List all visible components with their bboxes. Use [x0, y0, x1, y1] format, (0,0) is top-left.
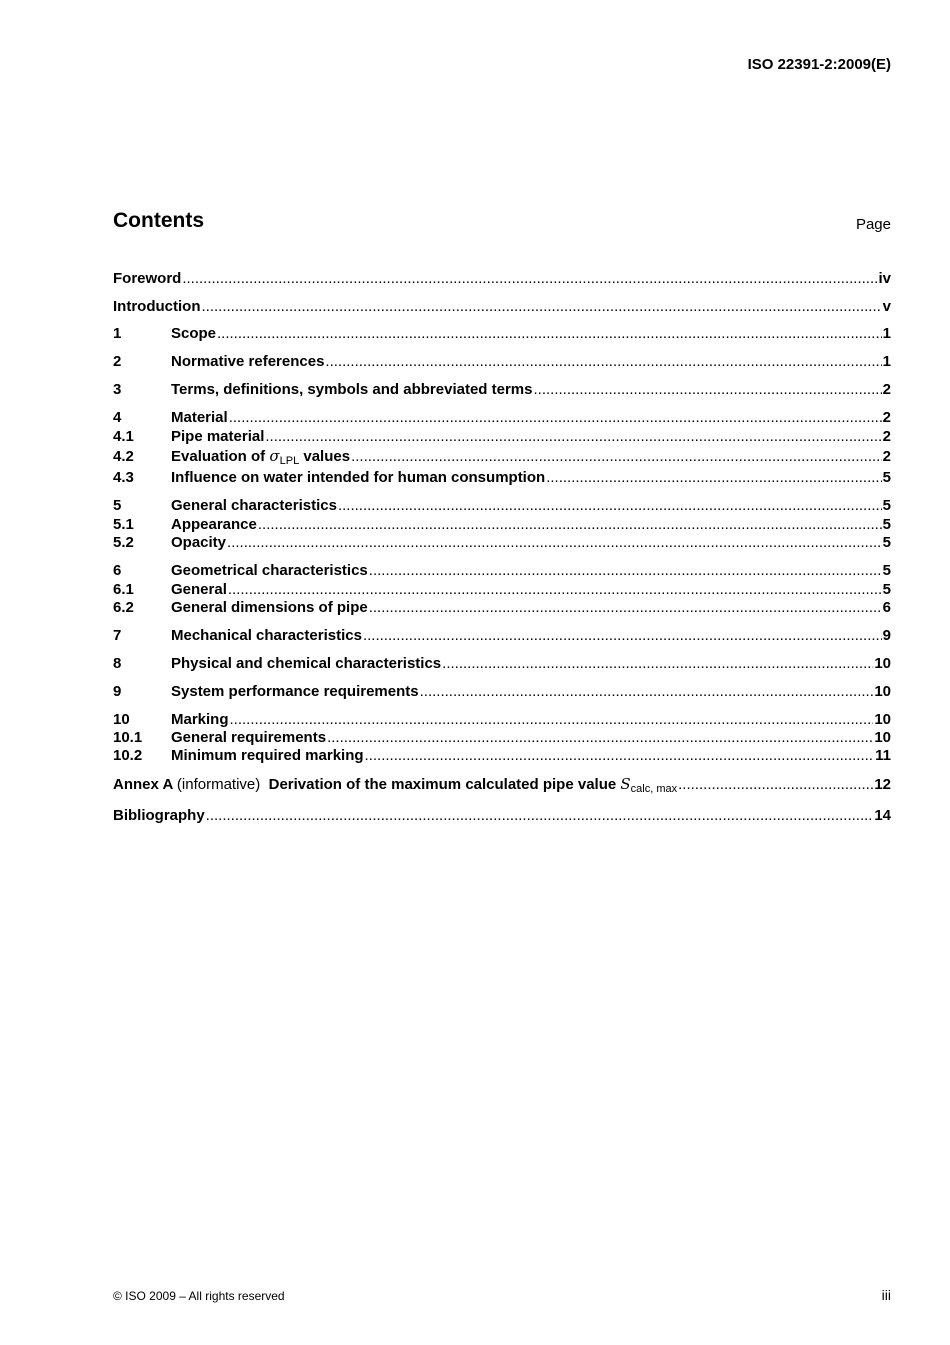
toc-entry-5-2[interactable] — [113, 534, 891, 553]
dot-leader — [182, 270, 877, 287]
toc-entry-number: 10.2 — [113, 747, 143, 764]
toc-entry-1[interactable] — [113, 325, 891, 344]
toc-entry-page: 5 — [882, 581, 891, 598]
toc-entry-title: Appearance — [171, 516, 257, 533]
toc-entry-title: Marking — [171, 711, 229, 728]
annex-label: Annex A — [113, 776, 173, 793]
toc-entry-title — [113, 775, 677, 795]
toc-entry-5-1[interactable] — [113, 516, 891, 535]
toc-entry-page: 1 — [882, 353, 891, 370]
toc-entry-title: Introduction — [113, 298, 201, 315]
toc-entry-page: 10 — [874, 711, 891, 728]
toc-entry-title: General dimensions of pipe — [171, 599, 368, 616]
toc-entry-page: 5 — [882, 562, 891, 579]
toc-entry-number: 6 — [113, 562, 122, 579]
toc-entry-4-3[interactable] — [113, 469, 891, 488]
symbol-subscript: LPL — [279, 455, 300, 467]
toc-entry-number: 4.1 — [113, 428, 134, 445]
dot-leader — [365, 747, 875, 764]
dot-leader — [369, 562, 882, 579]
toc-entry-page: 2 — [882, 381, 891, 398]
toc-entry-number: 4.3 — [113, 469, 134, 486]
toc-entry-bibliography[interactable] — [113, 807, 891, 826]
toc-entry-introduction[interactable] — [113, 298, 891, 317]
toc-entry-4-2[interactable] — [113, 447, 891, 466]
dot-leader — [228, 581, 882, 598]
toc-entry-title — [171, 447, 350, 467]
dot-leader — [265, 428, 881, 445]
toc-entry-page: 6 — [882, 599, 891, 616]
toc-entry-number: 3 — [113, 381, 122, 398]
toc-entry-4-1[interactable] — [113, 428, 891, 447]
toc-entry-number: 1 — [113, 325, 122, 342]
annex-type: (informative) — [176, 776, 261, 793]
toc-entry-title: Mechanical characteristics — [171, 627, 362, 644]
toc-entry-6-1[interactable] — [113, 581, 891, 600]
toc-entry-5[interactable] — [113, 497, 891, 516]
dot-leader — [420, 683, 874, 700]
toc-entry-title: Foreword — [113, 270, 182, 287]
toc-entry-7[interactable] — [113, 627, 891, 646]
dot-leader — [678, 776, 873, 793]
dot-leader — [327, 729, 873, 746]
toc-entry-title: Influence on water intended for human consumption — [171, 469, 546, 486]
toc-entry-number: 9 — [113, 683, 122, 700]
toc-entry-number: 5.1 — [113, 516, 134, 533]
toc-entry-page: 2 — [882, 409, 891, 426]
toc-entry-page: 9 — [882, 627, 891, 644]
toc-entry-title: Minimum required marking — [171, 747, 364, 764]
toc-entry-page: 5 — [882, 534, 891, 551]
toc-entry-10-1[interactable] — [113, 729, 891, 748]
dot-leader — [258, 516, 882, 533]
toc-entry-title: General requirements — [171, 729, 327, 746]
dot-leader — [206, 807, 874, 824]
toc-entry-title: Physical and chemical characteristics — [171, 655, 442, 672]
dot-leader — [325, 353, 881, 370]
toc-entry-title: General characteristics — [171, 497, 337, 514]
dot-leader — [227, 534, 882, 551]
toc-entry-number: 10.1 — [113, 729, 143, 746]
toc-entry-8[interactable] — [113, 655, 891, 674]
toc-entry-6-2[interactable] — [113, 599, 891, 618]
toc-entry-page: v — [882, 298, 891, 315]
toc-entry-page: 10 — [874, 729, 891, 746]
dot-leader — [363, 627, 882, 644]
toc-entry-10-2[interactable] — [113, 747, 891, 766]
dot-leader — [369, 599, 882, 616]
toc-entry-10[interactable] — [113, 711, 891, 730]
toc-entry-page: 10 — [874, 655, 891, 672]
toc-entry-number: 6.1 — [113, 581, 134, 598]
toc-entry-2[interactable] — [113, 353, 891, 372]
copyright-notice: © ISO 2009 – All rights reserved — [113, 1289, 285, 1303]
toc-entry-title-part: Evaluation of — [171, 448, 266, 465]
toc-entry-page: 11 — [875, 747, 891, 764]
toc-entry-3[interactable] — [113, 381, 891, 400]
toc-entry-title: Material — [171, 409, 228, 426]
dot-leader — [338, 497, 882, 514]
sigma-symbol: σ — [269, 447, 280, 465]
dot-leader — [534, 381, 882, 398]
toc-entry-foreword[interactable] — [113, 270, 891, 289]
toc-entry-title: System performance requirements — [171, 683, 419, 700]
toc-entry-number: 4.2 — [113, 448, 134, 465]
toc-entry-page: 5 — [882, 469, 891, 486]
toc-entry-title: Opacity — [171, 534, 227, 551]
page-number: iii — [881, 1287, 891, 1303]
dot-leader — [442, 655, 873, 672]
dot-leader — [217, 325, 882, 342]
toc-entry-6[interactable] — [113, 562, 891, 581]
toc-entry-title-part: values — [303, 448, 351, 465]
page-column-label: Page — [855, 216, 891, 233]
toc-entry-title: Scope — [171, 325, 217, 342]
toc-entry-page: 5 — [882, 497, 891, 514]
toc-entry-page: 12 — [874, 776, 891, 793]
dot-leader — [230, 711, 874, 728]
toc-entry-4[interactable] — [113, 409, 891, 428]
toc-entry-title: Normative references — [171, 353, 325, 370]
annex-title: Derivation of the maximum calculated pipe value — [268, 776, 617, 793]
dot-leader — [351, 448, 882, 465]
toc-entry-number: 7 — [113, 627, 122, 644]
dot-leader — [229, 409, 882, 426]
toc-entry-title: Terms, definitions, symbols and abbreviated terms — [171, 381, 533, 398]
toc-entry-page: 14 — [874, 807, 891, 824]
toc-entry-number: 5.2 — [113, 534, 134, 551]
toc-entry-number: 10 — [113, 711, 130, 728]
toc-entry-page: 1 — [882, 325, 891, 342]
toc-entry-title: General — [171, 581, 227, 598]
toc-entry-number: 2 — [113, 353, 122, 370]
toc-entry-page: 10 — [874, 683, 891, 700]
toc-entry-page: iv — [878, 270, 891, 287]
toc-entry-9[interactable] — [113, 683, 891, 702]
toc-entry-title: Pipe material — [171, 428, 265, 445]
toc-entry-number: 6.2 — [113, 599, 134, 616]
dot-leader — [201, 298, 881, 315]
toc-entry-number: 4 — [113, 409, 122, 426]
toc-entry-title: Geometrical characteristics — [171, 562, 368, 579]
document-id: ISO 22391-2:2009(E) — [747, 56, 891, 73]
contents-title: Contents — [113, 209, 204, 232]
s-symbol: S — [620, 775, 631, 793]
toc-entry-page: 5 — [882, 516, 891, 533]
toc-entry-number: 8 — [113, 655, 122, 672]
toc-entry-annex-a[interactable] — [113, 775, 891, 794]
symbol-subscript: calc, max — [630, 783, 678, 795]
toc-entry-number: 5 — [113, 497, 122, 514]
toc-entry-page: 2 — [882, 428, 891, 445]
dot-leader — [546, 469, 881, 486]
toc-entry-page: 2 — [882, 448, 891, 465]
toc-entry-title: Bibliography — [113, 807, 205, 824]
